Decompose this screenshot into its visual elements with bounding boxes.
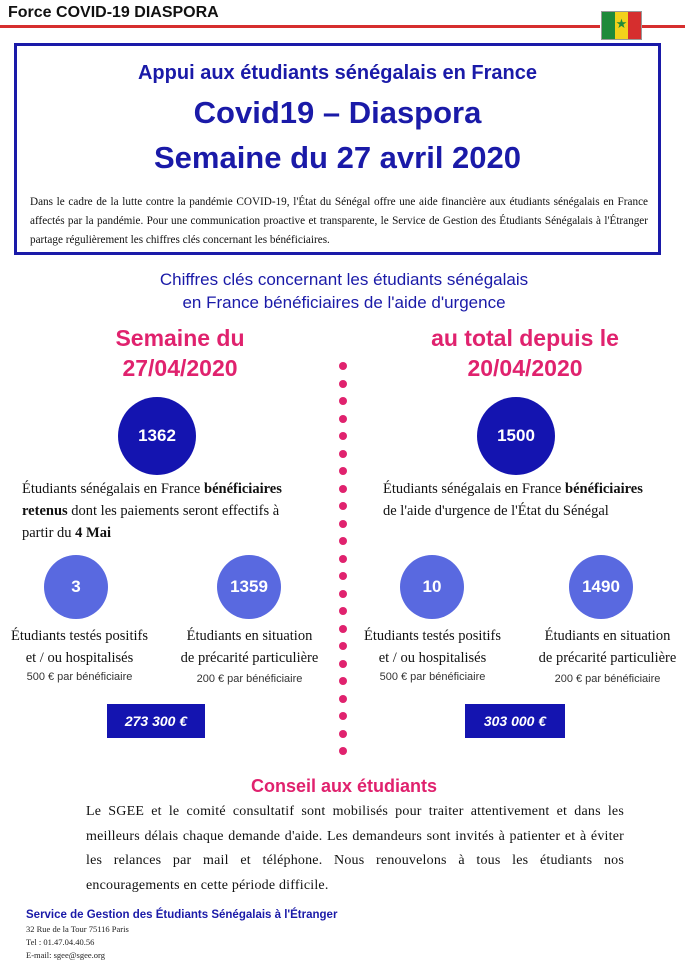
right-sub1-note: 500 € par bénéficiaire — [379, 671, 486, 683]
left-sub2-label-1: Étudiants en situation — [186, 628, 313, 644]
right-main-description — [383, 478, 683, 522]
title-line-1: Appui aux étudiants sénégalais en France — [137, 62, 537, 84]
left-desc-bold-3: 4 Mai — [75, 525, 111, 541]
divider-dot — [339, 747, 347, 755]
left-heading-line-1: Semaine du — [115, 325, 245, 351]
left-sub1-label-2: et / ou hospitalisés — [25, 650, 134, 666]
left-sub1-note: 500 € par bénéficiaire — [26, 671, 133, 683]
title-line-3: Semaine du 27 avril 2020 — [153, 140, 522, 175]
right-sub1-circle: 10 — [400, 555, 464, 619]
left-main-description — [22, 478, 322, 544]
left-desc-line-3: partir du — [22, 525, 76, 541]
section-heading-line-1: Chiffres clés concernant les étudiants sénégalais — [159, 270, 529, 289]
divider-dot — [339, 712, 347, 720]
footer-tel: Tel : 01.47.04.40.56 — [26, 937, 95, 947]
section-heading-line-2: en France bénéficiaires de l'aide d'urgence — [182, 293, 506, 312]
footer-address: 32 Rue de la Tour 75116 Paris — [26, 924, 129, 934]
left-sub2-label-2: de précarité particulière — [180, 650, 319, 666]
divider-dot — [339, 695, 347, 703]
header-rule — [0, 25, 600, 28]
right-sub2-label-2: de précarité particulière — [538, 650, 677, 666]
intro-paragraph — [30, 193, 648, 250]
divider-dot — [339, 677, 347, 685]
left-sub2-circle: 1359 — [217, 555, 281, 619]
right-sub1-label-1: Étudiants testés positifs — [364, 628, 501, 644]
senegal-flag-icon: ★ — [601, 11, 642, 40]
divider-dot — [339, 380, 347, 388]
left-desc-mid: dont les paiements seront effectifs à — [67, 503, 280, 519]
advice-paragraph: Le SGEE et le comité consultatif sont mobilisés pour traiter attentivement et dans les meilleurs délais chaque demande d'aide. Les demandeurs sont invités à patienter et à éviter les relances par mail et téléphone. Nous renouvelons à tous les étudiants nos encouragements en cette période difficile. — [86, 804, 624, 893]
divider-dot — [339, 520, 347, 528]
divider-dot — [339, 467, 347, 475]
left-sub1-circle: 3 — [44, 555, 108, 619]
right-sub1-label-2: et / ou hospitalisés — [378, 650, 487, 666]
right-heading-line-1: au total depuis le — [431, 325, 619, 351]
left-sub1-label-1: Étudiants testés positifs — [11, 628, 148, 644]
divider-dot — [339, 625, 347, 633]
right-sub2-circle: 1490 — [569, 555, 633, 619]
left-total-amount: 273 300 € — [107, 704, 205, 738]
divider-dot — [339, 397, 347, 405]
left-desc-bold-2: retenus — [22, 503, 68, 519]
divider-dot — [339, 362, 347, 370]
dotted-divider — [339, 362, 349, 762]
divider-dot — [339, 607, 347, 615]
right-sub1-label — [355, 625, 510, 669]
divider-dot — [339, 555, 347, 563]
footer-email: E-mail: sgee@sgee.org — [26, 950, 105, 960]
title-line-2: Covid19 – Diaspora — [193, 95, 482, 130]
divider-dot — [339, 432, 347, 440]
header-title: Force COVID-19 DIASPORA — [8, 4, 219, 21]
right-desc-pre: Étudiants sénégalais en France — [383, 481, 565, 497]
right-sub2-note: 200 € par bénéficiaire — [554, 673, 661, 685]
left-desc-bold-1: bénéficiaires — [204, 481, 282, 497]
advice-heading: Conseil aux étudiants — [250, 776, 438, 796]
right-total-amount: 303 000 € — [465, 704, 565, 738]
divider-dot — [339, 730, 347, 738]
divider-dot — [339, 415, 347, 423]
divider-dot — [339, 450, 347, 458]
left-heading-line-2: 27/04/2020 — [122, 355, 238, 381]
divider-dot — [339, 572, 347, 580]
divider-dot — [339, 485, 347, 493]
divider-dot — [339, 590, 347, 598]
right-sub2-label — [530, 625, 685, 669]
footer-org: Service de Gestion des Étudiants Sénégalais à l'Étranger — [26, 909, 338, 921]
left-desc-pre: Étudiants sénégalais en France — [22, 481, 204, 497]
intro-text-b: sénégalais en France affectés par la pandémie. Pour une communication proactive et transparente, le Service de Gestion des Étudiants Sénégalais à l'Étranger partage régulièrement les chiffres clés concernant les bénéficiaires. — [30, 196, 648, 246]
right-desc-line-2: de l'aide d'urgence de l'État du Sénégal — [383, 503, 609, 519]
right-sub2-label-1: Étudiants en situation — [544, 628, 671, 644]
right-heading-line-2: 20/04/2020 — [467, 355, 583, 381]
divider-dot — [339, 660, 347, 668]
right-desc-bold-1: bénéficiaires — [565, 481, 643, 497]
left-sub2-note: 200 € par bénéficiaire — [196, 673, 303, 685]
divider-dot — [339, 502, 347, 510]
left-sub1-label — [2, 625, 157, 669]
left-main-circle: 1362 — [118, 397, 196, 475]
header-rule-right — [641, 25, 685, 28]
right-main-circle: 1500 — [477, 397, 555, 475]
left-sub2-label — [172, 625, 327, 669]
divider-dot — [339, 537, 347, 545]
intro-text-a: Dans le cadre de la lutte contre la pandémie COVID-19, l'État du Sénégal offre une aide financière aux étudiants — [30, 196, 550, 208]
divider-dot — [339, 642, 347, 650]
